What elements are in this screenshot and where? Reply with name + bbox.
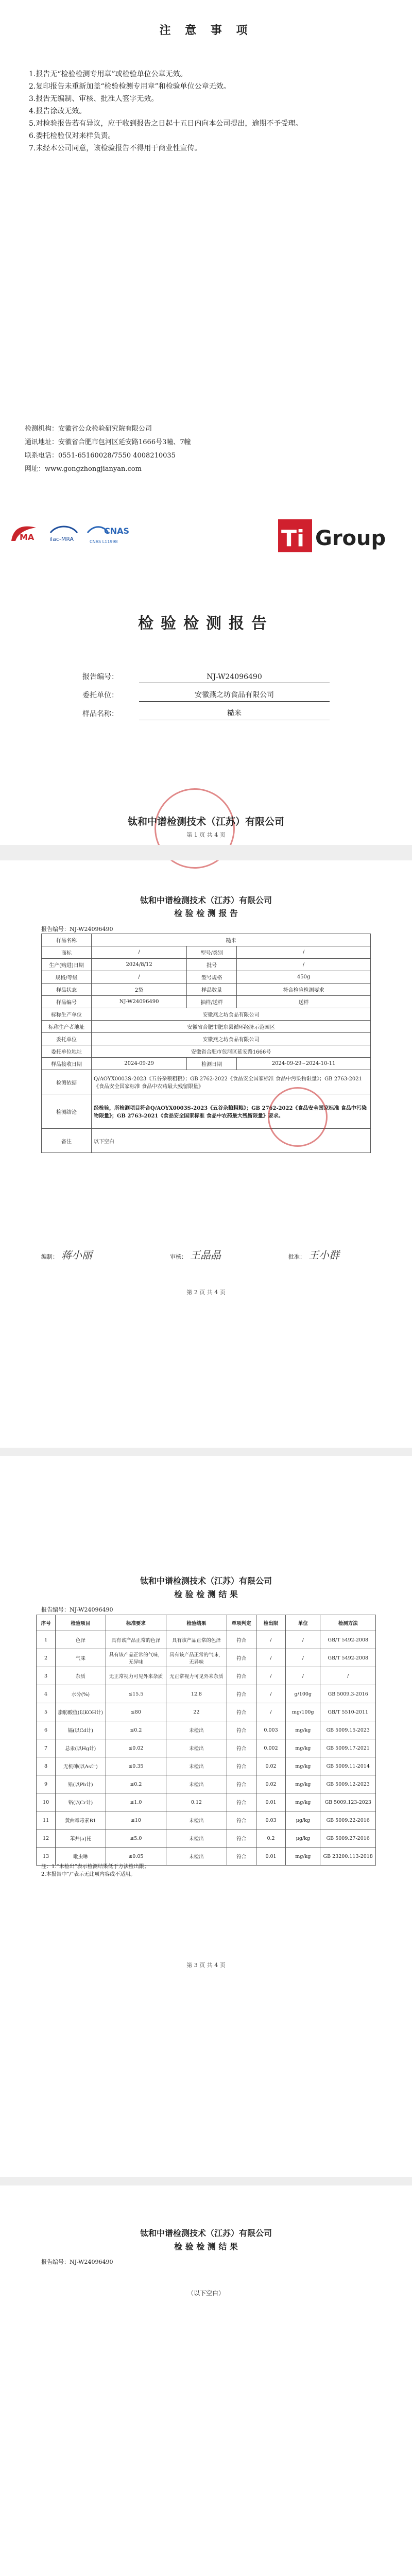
page-divider: [0, 1448, 412, 1456]
table-cell: ≤15.5: [106, 1685, 166, 1703]
table-cell: 未检出: [166, 1757, 227, 1775]
table-row: [42, 984, 371, 996]
table-cell: mg/kg: [286, 1739, 320, 1757]
table-cell: 检测结论: [42, 1094, 92, 1129]
cnas-logo-text: CNAS: [104, 526, 130, 536]
signature-name: 蒋小丽: [61, 1249, 92, 1261]
table-cell: /: [286, 1631, 320, 1649]
table-cell: GB 5009.12-2023: [320, 1775, 376, 1793]
table-cell: 符合: [227, 1685, 256, 1703]
column-header: 序号: [37, 1615, 56, 1631]
table-row: [37, 1667, 376, 1685]
contact-website: 网址：www.gongzhongjianyan.com: [25, 465, 142, 473]
table-cell: 0.02: [256, 1757, 285, 1775]
table-row: [37, 1703, 376, 1721]
table-cell: 0.003: [256, 1721, 285, 1739]
table-cell: 铬(以Cr计): [56, 1793, 106, 1811]
tigroup-logo-icon: [278, 515, 397, 556]
table-cell: GB/T 5510-2011: [320, 1703, 376, 1721]
table-cell: 2024-09-29~2024-10-11: [237, 1058, 371, 1070]
table-cell: /: [256, 1703, 285, 1721]
table-cell: 苯并[a]芘: [56, 1829, 106, 1848]
table-cell: /: [92, 946, 187, 959]
table-header-row: [37, 1615, 376, 1631]
table-row: [37, 1757, 376, 1775]
page-number: 第 3 页 共 4 页: [186, 1962, 226, 1969]
accreditation-logos: [0, 515, 412, 556]
table-cell: 符合: [227, 1703, 256, 1721]
cover-field-label: 报告编号：: [82, 673, 118, 681]
table-cell: 安徽燕之坊食品有限公司: [92, 1008, 371, 1021]
column-header: 检出限: [256, 1615, 285, 1631]
table-cell: ≤0.2: [106, 1775, 166, 1793]
table-row: [37, 1829, 376, 1848]
table-cell: 标称生产单位: [42, 1008, 92, 1021]
table-cell: 样品编号: [42, 996, 92, 1008]
cma-logo-icon: [8, 522, 39, 545]
table-cell: GB 5009.22-2016: [320, 1811, 376, 1829]
notice-item: 1.报告无“检验检测专用章”或检验单位公章无效。: [29, 70, 187, 78]
table-cell: 符合: [227, 1811, 256, 1829]
table-cell: 备注: [42, 1129, 92, 1153]
table-cell: 总汞(以Hg计): [56, 1739, 106, 1757]
table-cell: 8: [37, 1757, 56, 1775]
cma-logo-text: MA: [20, 532, 35, 542]
table-cell: 型号规格: [187, 971, 237, 984]
table-cell: 未检出: [166, 1775, 227, 1793]
table-cell: mg/kg: [286, 1848, 320, 1866]
table-cell: 符合: [227, 1649, 256, 1667]
blank-marker: （以下空白）: [187, 2290, 225, 2297]
table-cell: 抽样/送样: [187, 996, 237, 1008]
notice-item: 3.报告无编制、审核、批准人签字无效。: [29, 95, 159, 103]
table-row: [42, 1033, 371, 1045]
table-cell: 符合: [227, 1848, 256, 1866]
table-cell: 2: [37, 1649, 56, 1667]
table-cell: 送样: [237, 996, 371, 1008]
table-cell: 铅(以Pb计): [56, 1775, 106, 1793]
results-page: [0, 1456, 412, 2177]
cover-field-label: 委托单位：: [82, 691, 118, 700]
table-cell: 符合: [227, 1829, 256, 1848]
table-cell: 无正常视力可见外来杂质: [106, 1667, 166, 1685]
table-cell: Q/AOYX0003S-2023《五谷杂粮粗粮》；GB 2762-2022《食品安全国家标准 食品中污染物限量》；GB 2763-2021《食品安全国家标准 食品中农药最大残留限量》: [92, 1070, 371, 1094]
table-row: [37, 1793, 376, 1811]
column-header: 单项判定: [227, 1615, 256, 1631]
contact-phone: 联系电话：0551-65160028/7550 4008210035: [25, 452, 176, 460]
table-cell: /: [92, 971, 187, 984]
table-cell: 0.01: [256, 1848, 285, 1866]
table-cell: 样品接收日期: [42, 1058, 92, 1070]
table-row: [42, 1021, 371, 1033]
contact-address: 通讯地址：安徽省合肥市包河区延安路1666号3幢、7幢: [25, 438, 191, 446]
table-cell: 具有该产品正常的色泽: [106, 1631, 166, 1649]
notice-item: 6.委托检验仅对来样负责。: [29, 132, 115, 140]
table-cell: GB 23200.113-2018: [320, 1848, 376, 1866]
column-header: 检验结果: [166, 1615, 227, 1631]
signature-compiler: [41, 1247, 92, 1262]
table-cell: GB 5009.27-2016: [320, 1829, 376, 1848]
table-cell: 0.01: [256, 1793, 285, 1811]
cover-field-sample: [82, 702, 330, 720]
table-cell: 批号: [187, 959, 237, 971]
table-cell: /: [256, 1649, 285, 1667]
signature-reviewer: [170, 1247, 221, 1262]
table-cell: 无机砷(以As计): [56, 1757, 106, 1775]
table-cell: /: [320, 1667, 376, 1685]
signature-label: 编制：: [41, 1253, 58, 1260]
note-line: 注：1.“未检出”表示检测结果低于方法检出限；: [41, 1864, 149, 1870]
table-cell: /: [256, 1667, 285, 1685]
table-cell: 具有该产品正常的气味，无异味: [166, 1649, 227, 1667]
table-cell: 色泽: [56, 1631, 106, 1649]
cover-field-report-no: [82, 665, 330, 683]
table-cell: 未检出: [166, 1848, 227, 1866]
report-number: 报告编号：NJ-W24096490: [41, 2259, 113, 2265]
results-table: [36, 1615, 376, 1866]
cnas-logo-icon: [85, 521, 132, 546]
notice-item: 4.报告涂改无效。: [29, 107, 87, 115]
report-company: 钛和中谱检测技术（江苏）有限公司: [140, 1576, 272, 1586]
table-cell: 13: [37, 1848, 56, 1866]
report-number: 报告编号：NJ-W24096490: [41, 926, 113, 933]
table-row: [37, 1649, 376, 1667]
ilac-logo-icon: [46, 521, 81, 546]
table-cell: 符合: [227, 1757, 256, 1775]
table-cell: 12.8: [166, 1685, 227, 1703]
contact-info: [25, 422, 191, 476]
table-cell: μg/kg: [286, 1811, 320, 1829]
table-row: [37, 1811, 376, 1829]
table-cell: 0.2: [256, 1829, 285, 1848]
table-row: [37, 1721, 376, 1739]
table-cell: ≤0.05: [106, 1848, 166, 1866]
table-cell: 样品数量: [187, 984, 237, 996]
notice-list: [29, 68, 348, 155]
notice-title: 注 意 事 项: [159, 24, 253, 37]
table-cell: 符合: [227, 1631, 256, 1649]
table-cell: 安徽省合肥市肥东县循环经济示范园区: [92, 1021, 371, 1033]
report-page-title: 检 验 检 测 结 果: [174, 2242, 238, 2251]
table-cell: 样品名称: [42, 934, 92, 946]
table-cell: 12: [37, 1829, 56, 1848]
table-cell: ≤10: [106, 1811, 166, 1829]
report-page-title: 检 验 检 测 结 果: [174, 1589, 238, 1599]
cover-field-value: 安徽燕之坊食品有限公司: [139, 689, 330, 702]
table-cell: 450g: [237, 971, 371, 984]
table-cell: GB/T 5492-2008: [320, 1649, 376, 1667]
table-cell: GB 5009.15-2023: [320, 1721, 376, 1739]
page-divider: [0, 845, 412, 860]
table-cell: 0.12: [166, 1793, 227, 1811]
contact-org: 检测机构：安徽省公众检验研究院有限公司: [25, 425, 152, 433]
report-number: 报告编号：NJ-W24096490: [41, 1606, 113, 1613]
page-number: 第 2 页 共 4 页: [186, 1289, 226, 1296]
table-cell: 符合: [227, 1775, 256, 1793]
cover-field-client: [82, 683, 330, 702]
table-cell: 杂质: [56, 1667, 106, 1685]
table-row: [37, 1631, 376, 1649]
table-cell: 11: [37, 1811, 56, 1829]
table-cell: 5: [37, 1703, 56, 1721]
table-cell: 无正常视力可见外来杂质: [166, 1667, 227, 1685]
table-row: [42, 996, 371, 1008]
table-cell: μg/kg: [286, 1829, 320, 1848]
table-cell: g/100g: [286, 1685, 320, 1703]
notice-item: 2.复印报告未重新加盖“检验检测专用章”和检验单位公章无效。: [29, 82, 231, 91]
table-cell: GB 5009.11-2014: [320, 1757, 376, 1775]
table-row: [37, 1775, 376, 1793]
table-cell: 以下空白: [92, 1129, 371, 1153]
table-cell: /: [237, 959, 371, 971]
table-cell: /: [256, 1631, 285, 1649]
table-cell: 脂肪酸值(以KOH计): [56, 1703, 106, 1721]
table-cell: 气味: [56, 1649, 106, 1667]
table-cell: 检测依据: [42, 1070, 92, 1094]
tigroup-logo-group: Group: [315, 527, 386, 550]
signature-name: 王晶晶: [190, 1249, 221, 1261]
cover-page: [0, 0, 412, 726]
table-cell: NJ-W24096490: [92, 996, 187, 1008]
column-header: 检验项目: [56, 1615, 106, 1631]
table-cell: 委托单位: [42, 1033, 92, 1045]
table-cell: 未检出: [166, 1811, 227, 1829]
cover-company-name: 钛和中谱检测技术（江苏）有限公司: [127, 816, 284, 827]
ilac-logo-text: ilac-MRA: [49, 536, 74, 543]
cover-field-value: 糙米: [139, 708, 330, 720]
table-cell: 7: [37, 1739, 56, 1757]
cover-field-label: 样品名称：: [82, 710, 118, 718]
results-notes: [41, 1863, 149, 1878]
table-cell: 10: [37, 1793, 56, 1811]
table-cell: ≤1.0: [106, 1793, 166, 1811]
cover-report-title: 检验检测报告: [138, 615, 274, 633]
table-cell: 0.02: [256, 1775, 285, 1793]
notice-item: 5.对检验报告若有异议，应于收到报告之日起十五日内向本公司提出，逾期不予受理。: [29, 120, 303, 128]
column-header: 单位: [286, 1615, 320, 1631]
table-cell: 具有该产品正常的色泽: [166, 1631, 227, 1649]
tigroup-logo-ti: Ti: [281, 526, 305, 552]
table-cell: 水分(%): [56, 1685, 106, 1703]
table-cell: ≤5.0: [106, 1829, 166, 1848]
table-cell: 样品状态: [42, 984, 92, 996]
table-cell: 未检出: [166, 1721, 227, 1739]
table-cell: 未检出: [166, 1829, 227, 1848]
table-row: [42, 1058, 371, 1070]
company-stamp-icon: [268, 1087, 328, 1147]
info-page: [0, 726, 412, 1448]
table-cell: 商标: [42, 946, 92, 959]
column-header: 标准要求: [106, 1615, 166, 1631]
table-cell: 生产(购进)日期: [42, 959, 92, 971]
table-cell: GB 5009.3-2016: [320, 1685, 376, 1703]
signature-approver: [288, 1247, 339, 1262]
table-cell: 糙米: [92, 934, 371, 946]
report-page-title: 检 验 检 测 报 告: [174, 908, 238, 918]
table-cell: mg/100g: [286, 1703, 320, 1721]
table-cell: 2024/8/12: [92, 959, 187, 971]
table-cell: mg/kg: [286, 1721, 320, 1739]
table-cell: 0.002: [256, 1739, 285, 1757]
table-cell: 委托单位地址: [42, 1045, 92, 1058]
table-cell: 符合: [227, 1721, 256, 1739]
table-cell: GB 5009.123-2023: [320, 1793, 376, 1811]
table-cell: GB/T 5492-2008: [320, 1631, 376, 1649]
table-row: [37, 1739, 376, 1757]
table-cell: ≤0.35: [106, 1757, 166, 1775]
table-row: [42, 1070, 371, 1094]
table-cell: ≤0.02: [106, 1739, 166, 1757]
table-cell: 检测日期: [187, 1058, 237, 1070]
table-cell: mg/kg: [286, 1757, 320, 1775]
table-row: [42, 1045, 371, 1058]
table-cell: 安徽省合肥市包河区延安路1666号: [92, 1045, 371, 1058]
table-cell: ≤80: [106, 1703, 166, 1721]
table-cell: 2024-09-29: [92, 1058, 187, 1070]
cnas-logo-subtext: CNAS L11998: [90, 539, 118, 544]
report-company: 钛和中谱检测技术（江苏）有限公司: [140, 895, 272, 905]
table-row: [42, 1008, 371, 1021]
signature-name: 王小群: [308, 1249, 339, 1261]
final-page: [0, 2185, 412, 2576]
table-cell: mg/kg: [286, 1775, 320, 1793]
signature-label: 批准：: [288, 1253, 305, 1260]
table-cell: 4: [37, 1685, 56, 1703]
table-cell: GB 5009.17-2021: [320, 1739, 376, 1757]
table-cell: 经检验，所检测项目符合Q/AOYX0003S-2023《五谷杂粮粗粮》；GB 2762-2022《食品安全国家标准 食品中污染物限量》；GB 2763-2021《食品安全国家标准 食品中农药最大残留限量》要求。: [92, 1094, 371, 1129]
table-cell: 符合: [227, 1793, 256, 1811]
table-cell: /: [286, 1649, 320, 1667]
table-cell: 2袋: [92, 984, 187, 996]
note-line: 2.本报告中“/”表示无此项内容或不适用。: [41, 1872, 136, 1877]
table-cell: 未检出: [166, 1739, 227, 1757]
table-cell: /: [237, 946, 371, 959]
table-cell: 符合: [227, 1739, 256, 1757]
table-cell: 黄曲霉毒素B1: [56, 1811, 106, 1829]
column-header: 检测方法: [320, 1615, 376, 1631]
table-cell: 符合检验检测要求: [237, 984, 371, 996]
table-cell: 6: [37, 1721, 56, 1739]
report-company: 钛和中谱检测技术（江苏）有限公司: [140, 2228, 272, 2238]
table-cell: /: [256, 1685, 285, 1703]
table-cell: ≤0.2: [106, 1721, 166, 1739]
table-cell: 0.03: [256, 1811, 285, 1829]
table-cell: 安徽燕之坊食品有限公司: [92, 1033, 371, 1045]
table-row: [37, 1685, 376, 1703]
table-cell: 标称生产者地址: [42, 1021, 92, 1033]
page-divider: [0, 2177, 412, 2185]
table-cell: 镉(以Cd计): [56, 1721, 106, 1739]
table-cell: 型号/类别: [187, 946, 237, 959]
table-cell: 吡虫啉: [56, 1848, 106, 1866]
table-cell: 具有该产品正常的气味，无异味: [106, 1649, 166, 1667]
table-cell: /: [286, 1667, 320, 1685]
cover-field-value: NJ-W24096490: [139, 673, 330, 683]
table-cell: mg/kg: [286, 1793, 320, 1811]
table-row: [42, 934, 371, 946]
notice-item: 7.未经本公司同意，该检验报告不得用于商业性宣传。: [29, 144, 202, 152]
table-row: [42, 971, 371, 984]
table-cell: 规格/等级: [42, 971, 92, 984]
table-cell: 1: [37, 1631, 56, 1649]
signature-label: 审核：: [170, 1253, 187, 1260]
page-number: 第 1 页 共 4 页: [186, 832, 226, 838]
table-row: [42, 959, 371, 971]
table-cell: 3: [37, 1667, 56, 1685]
table-cell: 符合: [227, 1667, 256, 1685]
table-cell: 22: [166, 1703, 227, 1721]
table-cell: 9: [37, 1775, 56, 1793]
table-row: [42, 946, 371, 959]
